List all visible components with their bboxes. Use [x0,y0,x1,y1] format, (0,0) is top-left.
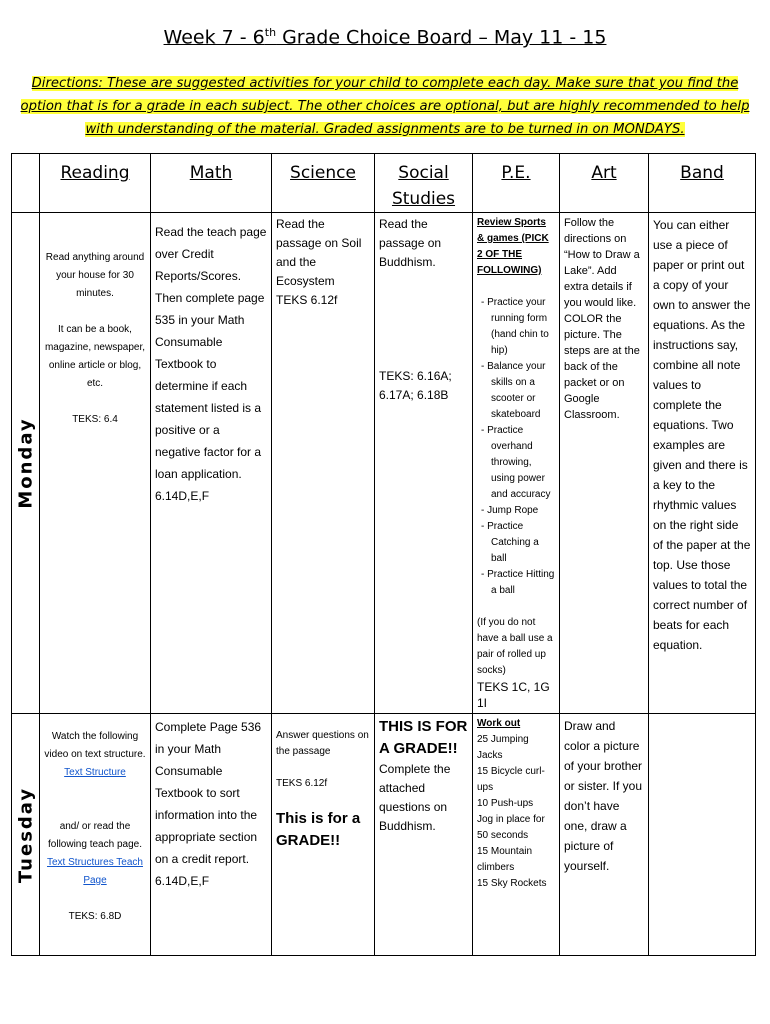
header-reading: Reading [40,154,151,213]
text-structures-teach-page-link[interactable]: Text Structures Teach Page [47,857,143,886]
tuesday-pe: Work out 25 Jumping Jacks 15 Bicycle curl-ups 10 Push-ups Jog in place for 50 seconds 15 Mountain climbers 15 Sky Rockets [473,714,560,956]
header-social-studies: Social Studies [375,154,473,213]
choice-board-table [11,153,756,956]
monday-reading: Read anything around your house for 30 minutes. It can be a book, magazine, newspaper, online article or blog, etc. TEKS: 6.4 [40,213,151,714]
monday-art: Follow the directions on “How to Draw a Lake”. Add extra details if you would like. COLOR the picture. The steps are at the back of the packet or on Google Classroom. [560,213,649,714]
text-structure-link[interactable]: Text Structure [64,767,126,778]
header-row [12,154,756,213]
monday-math: Read the teach page over Credit Reports/Scores. Then complete page 535 in your Math Consumable Textbook to determine if each statement listed is a positive or a negative factor for a loan application. 6.14D,E,F [151,213,272,714]
monday-pe-list: - Practice your running form (hand chin to hip) - Balance your skills on a scooter or skateboard - Practice overhand throwing, using power and accuracy - Jump Rope - Practice Catching a ball - Practice Hitting a ball [477,295,555,599]
monday-pe: Review Sports & games (PICK 2 OF THE FOLLOWING) - Practice your running form (hand chin to hip) - Balance your skills on a scooter or skateboard - Practice overhand throwing, using power and accuracy - Jump Rope - Practice Catching a ball - Practice Hitting a ball (If you do not have a ball use a pair of rolled up socks) TEKS 1C, 1G 1I [473,213,560,714]
tuesday-art: Draw and color a picture of your brother or sister. If you don’t have one, draw a picture of yourself. [560,714,649,956]
day-tuesday: Tuesday [12,714,40,956]
monday-row [12,213,756,714]
monday-band: You can either use a piece of paper or print out a copy of your own to answer the equations. As the instructions say, combine all note values to complete the equations. Two examples are given and there is a key to the rhythmic values on the right side of the paper at the top. Use those values to total the correct number of beats for each equation. [649,213,756,714]
header-science: Science [272,154,375,213]
tuesday-band [649,714,756,956]
header-pe: P.E. [473,154,560,213]
tuesday-row [12,714,756,956]
tuesday-science: Answer questions on the passage TEKS 6.12f This is for a GRADE!! [272,714,375,956]
monday-science: Read the passage on Soil and the Ecosystem TEKS 6.12f [272,213,375,714]
tuesday-math: Complete Page 536 in your Math Consumable Textbook to sort information into the appropriate section on a credit report. 6.14D,E,F [151,714,272,956]
directions-text: Directions: These are suggested activities for your child to complete each day. Make sure that you find the option that is for a grade in each subject. The other choices are optional, but are highly recommended to help with understanding of the material. Graded assignments are to be turned in on MONDAYS. [20,76,750,137]
monday-social-studies: Read the passage on Buddhism. TEKS: 6.16A; 6.17A; 6.18B [375,213,473,714]
header-math: Math [151,154,272,213]
page-title: Week 7 - 6th Grade Choice Board – May 11 - 15 [163,26,607,49]
day-monday: Monday [12,213,40,714]
header-art: Art [560,154,649,213]
tuesday-social-studies: THIS IS FOR A GRADE!! Complete the attached questions on Buddhism. [375,714,473,956]
header-band: Band [649,154,756,213]
tuesday-reading: Watch the following video on text structure. Text Structure and/ or read the following teach page. Text Structures Teach Page TEKS: 6.8D [40,714,151,956]
